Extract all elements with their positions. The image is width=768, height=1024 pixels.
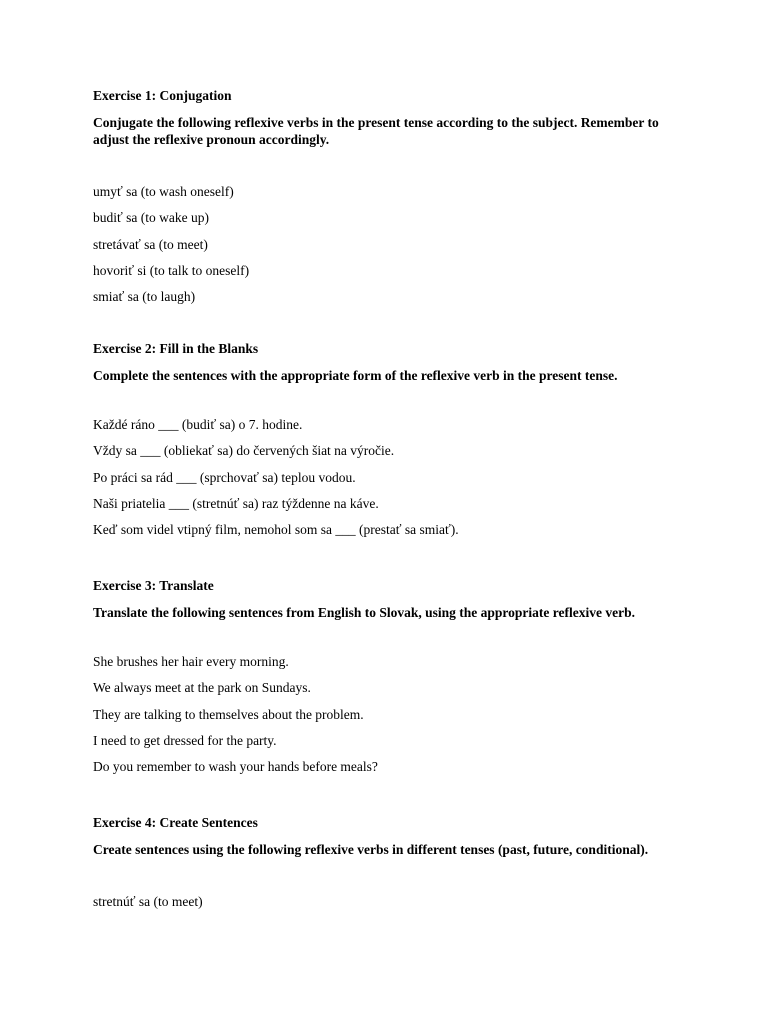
exercise-item: She brushes her hair every morning.: [93, 654, 289, 669]
exercise-item: Do you remember to wash your hands before meals?: [93, 759, 378, 775]
exercise-2-section: [93, 341, 683, 548]
exercise-1-title: Exercise 1: Conjugation: [93, 88, 232, 103]
exercise-item: They are talking to themselves about the problem.: [93, 706, 364, 722]
exercise-1-instructions: Conjugate the following reflexive verbs in the present tense according to the subject. Remember to adjust the reflexive pronoun accordingly.: [93, 115, 659, 147]
exercise-1-section: [93, 88, 683, 315]
exercise-item: umyť sa (to wash oneself): [93, 184, 234, 199]
exercise-4-title: Exercise 4: Create Sentences: [93, 815, 258, 830]
exercise-item: Keď som videl vtipný film, nemohol som sa ___ (prestať sa smiať).: [93, 522, 459, 538]
exercise-item: I need to get dressed for the party.: [93, 732, 277, 748]
exercise-3-instructions: Translate the following sentences from English to Slovak, using the appropriate reflexive verb.: [93, 605, 635, 620]
exercise-3-items: [93, 654, 683, 785]
exercise-item: stretávať sa (to meet): [93, 236, 208, 252]
exercise-2-title: Exercise 2: Fill in the Blanks: [93, 341, 259, 356]
exercise-1-items: [93, 184, 683, 315]
exercise-4-instructions: Create sentences using the following reflexive verbs in different tenses (past, future, conditional).: [93, 842, 649, 857]
exercise-3-title: Exercise 3: Translate: [93, 578, 214, 593]
exercise-2-items: [93, 417, 683, 548]
exercise-item: stretnúť sa (to meet): [93, 894, 203, 909]
exercise-item: Vždy sa ___ (obliekať sa) do červených šiat na výročie.: [93, 443, 395, 459]
exercise-2-instructions: Complete the sentences with the appropriate form of the reflexive verb in the present tense.: [93, 368, 618, 383]
exercise-4-section: [93, 815, 683, 920]
exercise-item: Naši priatelia ___ (stretnúť sa) raz týždenne na káve.: [93, 495, 379, 511]
exercise-item: We always meet at the park on Sundays.: [93, 680, 311, 696]
exercise-item: budiť sa (to wake up): [93, 210, 209, 226]
exercise-item: Po práci sa rád ___ (sprchovať sa) teplou vodou.: [93, 469, 356, 485]
exercise-3-section: [93, 578, 683, 785]
exercise-item: Každé ráno ___ (budiť sa) o 7. hodine.: [93, 417, 303, 432]
exercise-item: hovoriť si (to talk to oneself): [93, 262, 250, 278]
exercise-4-items: [93, 894, 683, 920]
exercise-item: smiať sa (to laugh): [93, 289, 196, 305]
